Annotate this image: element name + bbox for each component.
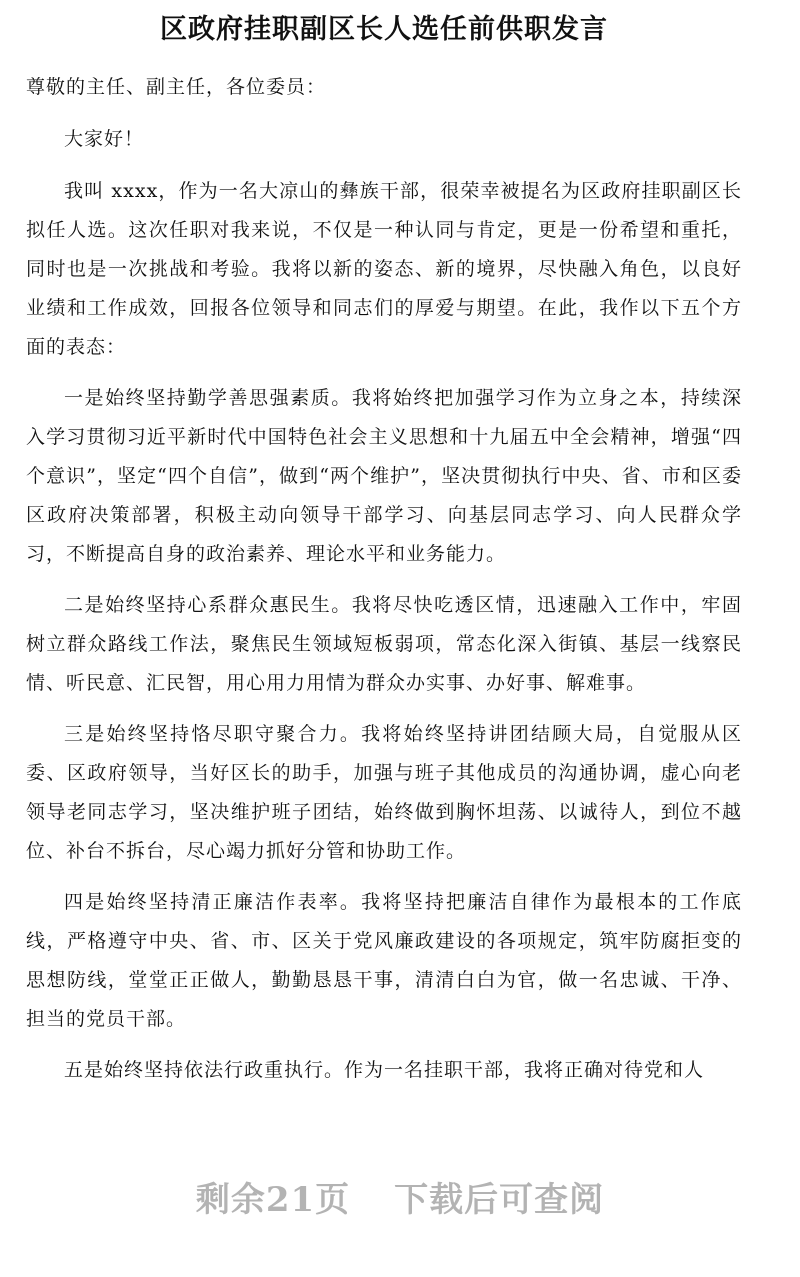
download-hint-label[interactable]: 下载后可查阅	[394, 1180, 605, 1220]
paragraph-point-5: 五是始终坚持依法行政重执行。作为一名挂职干部，我将正确对待党和人	[64, 1059, 705, 1081]
paragraph-point-3: 三是始终坚持恪尽职守聚合力。我将始终坚持讲团结顾大局，自觉服从区委、区政府领导，当好区长的助手，加强与班子其他成员的沟通协调，虚心向老领导老同志学习，坚决维护班子团结，始终做到胸怀坦荡、以诚待人，到位不越位、补台不拆台，尽心竭力抓好分管和协助工作。	[26, 723, 742, 862]
paragraph-point-1: 一是始终坚持勤学善思强素质。我将始终把加强学习作为立身之本，持续深入学习贯彻习近平新时代中国特色社会主义思想和十九届五中全会精神，增强“四个意识”，坚定“四个自信”，做到“两个维护”，坚决贯彻执行中央、省、市和区委区政府决策部署，积极主动向领导干部学习、向基层同志学习、向人民群众学习，不断提高自身的政治素养、理论水平和业务能力。	[26, 387, 742, 565]
document-title: 区政府挂职副区长人选任前供职发言	[160, 14, 608, 45]
download-prompt[interactable]	[0, 1172, 800, 1228]
paragraph-point-4: 四是始终坚持清正廉洁作表率。我将坚持把廉洁自律作为最根本的工作底线，严格遵守中央、省、市、区关于党风廉政建设的各项规定，筑牢防腐拒变的思想防线，堂堂正正做人，勤勤恳恳干事，清清白白为官，做一名忠诚、干净、担当的党员干部。	[26, 891, 742, 1030]
paragraph-intro: 我叫 xxxx，作为一名大凉山的彝族干部，很荣幸被提名为区政府挂职副区长拟任人选。这次任职对我来说，不仅是一种认同与肯定，更是一份希望和重托，同时也是一次挑战和考验。我将以新的姿态、新的境界，尽快融入角色，以良好业绩和工作成效，回报各位领导和同志们的厚爱与期望。在此，我作以下五个方面的表态：	[26, 180, 742, 358]
salutation: 尊敬的主任、副主任，各位委员：	[26, 76, 327, 98]
paragraph-point-2: 二是始终坚持心系群众惠民生。我将尽快吃透区情，迅速融入工作中，牢固树立群众路线工作法，聚焦民生领域短板弱项，常态化深入街镇、基层一线察民情、听民意、汇民智，用心用力用情为群众办实事、办好事、解难事。	[26, 594, 742, 694]
remaining-pages-label[interactable]: 剩余21页	[195, 1180, 351, 1220]
greeting: 大家好！	[64, 128, 145, 150]
